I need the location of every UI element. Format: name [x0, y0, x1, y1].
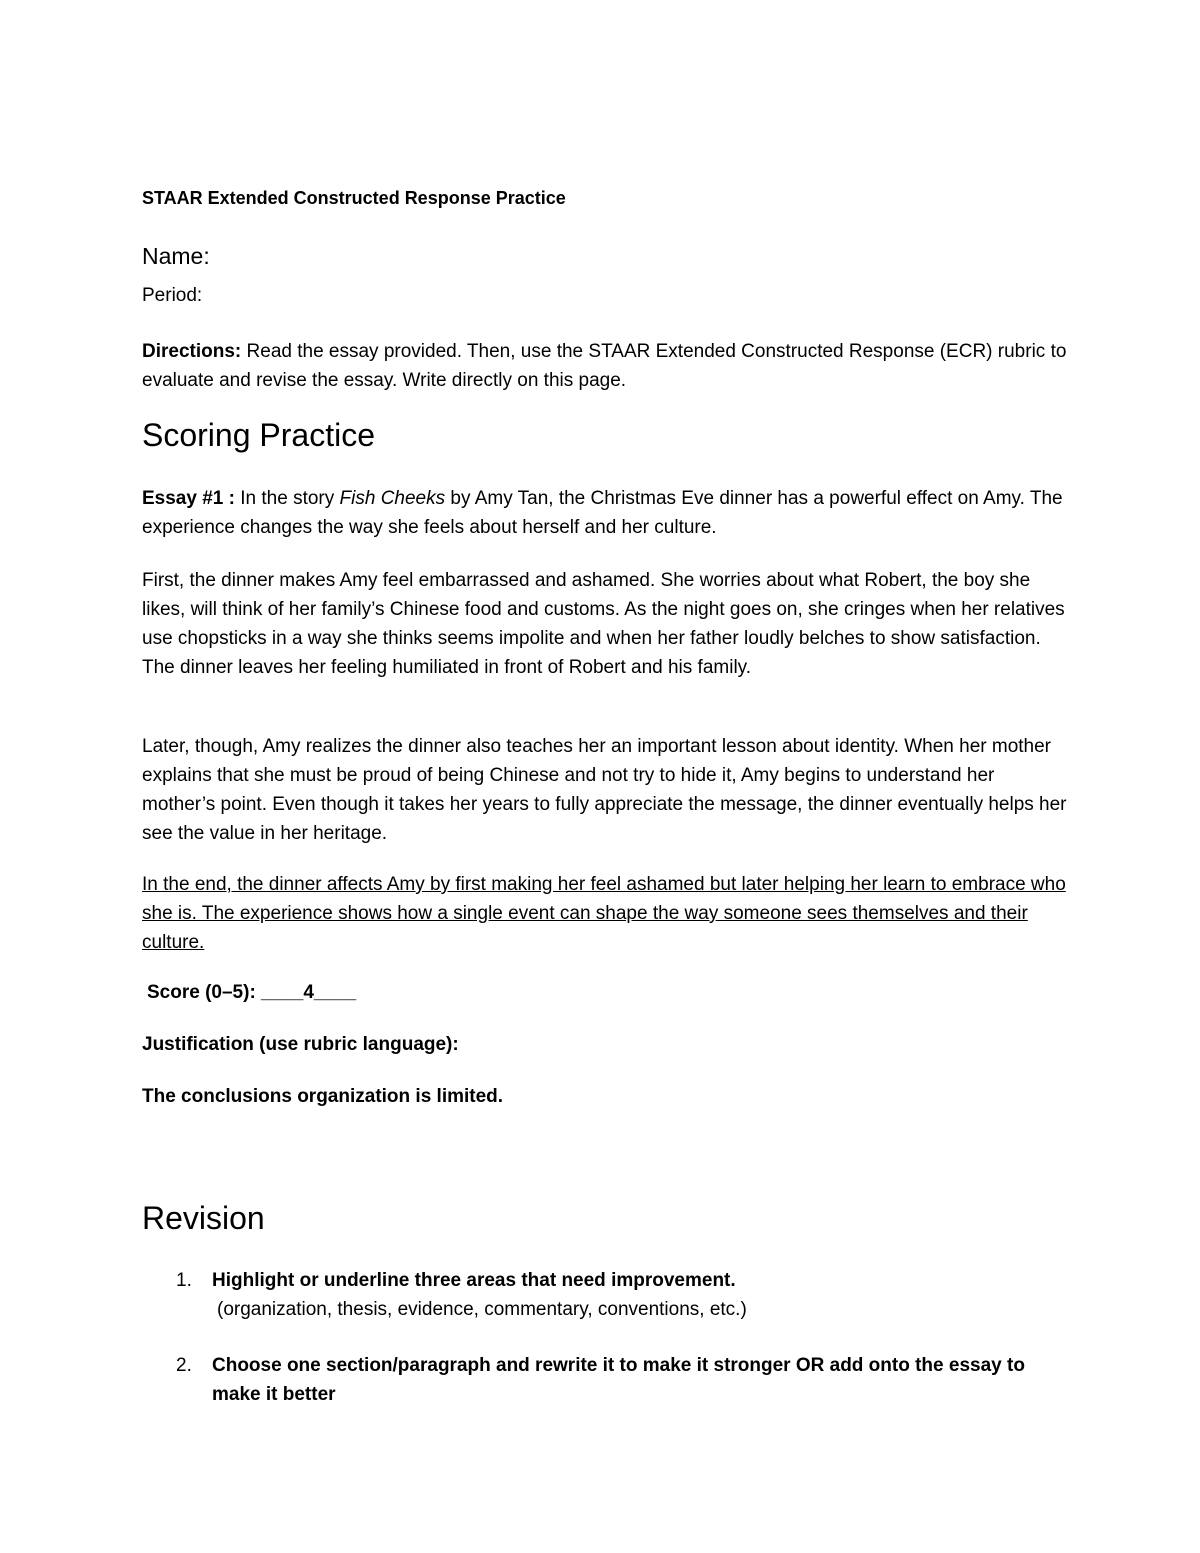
name-label: Name:: [142, 243, 210, 269]
list-number: 1.: [176, 1270, 192, 1291]
list-number: 2.: [176, 1355, 192, 1376]
period-label: Period:: [142, 285, 203, 306]
directions-text: Read the essay provided. Then, use the STAAR Extended Constructed Response (ECR) rubric to evaluate and revise the essay. Write directly on this page.: [142, 341, 1067, 391]
scoring-practice-heading: Scoring Practice: [142, 417, 375, 453]
revision-list-item-2: [142, 1351, 1072, 1409]
directions-label: Directions:: [142, 341, 242, 362]
essay-intro-before: In the story: [234, 488, 340, 509]
list-item-main: Highlight or underline three areas that need improvement.: [212, 1270, 736, 1291]
essay-conclusion-paragraph: In the end, the dinner affects Amy by first making her feel ashamed but later helping her learn to embrace who she is. The experience shows how a single event can shape the way someone sees themselves and their culture.: [142, 874, 1066, 953]
essay-paragraph-3: Later, though, Amy realizes the dinner also teaches her an important lesson about identity. When her mother explains that she must be proud of being Chinese and not try to hide it, Amy begins to understand her mother’s point. Even though it takes her years to fully appreciate the message, the dinner eventually helps her see the value in her heritage.: [142, 736, 1067, 844]
essay-story-title: Fish Cheeks: [339, 488, 446, 509]
directions-paragraph: [142, 337, 1072, 395]
essay-label: Essay #1 :: [142, 488, 235, 509]
revision-list-item-1: [142, 1266, 1072, 1324]
justification-label: Justification (use rubric language):: [142, 1034, 459, 1055]
document-title: STAAR Extended Constructed Response Practice: [142, 188, 566, 208]
revision-heading: Revision: [142, 1200, 265, 1236]
essay-intro-after: by Amy Tan, the Christmas Eve dinner has a powerful effect on Amy. The experience changes the way she feels about herself and her culture.: [142, 488, 1063, 538]
list-item-sub: (organization, thesis, evidence, commentary, conventions, etc.): [217, 1299, 747, 1320]
list-item-main: Choose one section/paragraph and rewrite it to make it stronger OR add onto the essay to make it better: [212, 1355, 1025, 1405]
essay-paragraph-1: [142, 484, 1072, 542]
justification-text: The conclusions organization is limited.: [142, 1086, 504, 1107]
essay-paragraph-2: First, the dinner makes Amy feel embarrassed and ashamed. She worries about what Robert, the boy she likes, will think of her family’s Chinese food and customs. As the night goes on, she cringes when her relatives use chopsticks in a way she thinks seems impolite and when her father loudly belches to show satisfaction. The dinner leaves her feeling humiliated in front of Robert and his family.: [142, 570, 1065, 678]
score-line: Score (0–5): ____4____: [147, 982, 357, 1003]
